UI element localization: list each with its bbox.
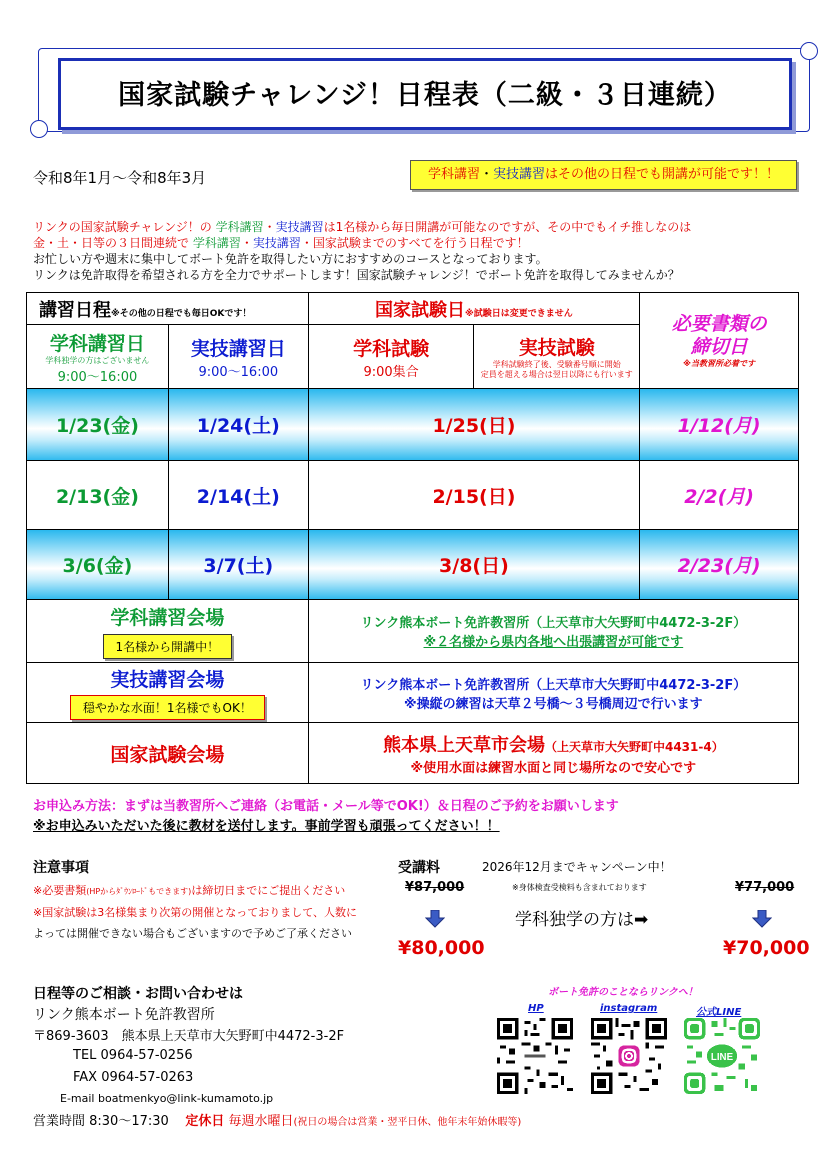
venue-jitsugi-pill: 穏やかな水面！1名様でもOK！ [70,695,265,720]
notice-box [410,160,797,190]
notice-gakka: 学科講習 [427,167,480,182]
intro-l2a: 金・土・日等の３日間連続で [33,236,193,250]
intro-text [33,219,691,283]
gakka-exam-label: 学科試験 [353,337,430,360]
venue-jitsugi-info [308,663,798,723]
exam-note: ※試験日は変更できません [465,308,573,319]
row3-jitsugi-date: 3/7(土) [168,530,308,600]
page-title: 国家試験チャレンジ！日程表（二級・３日連続） [118,80,732,111]
gakka-day-time: 9:00～16:00 [57,369,138,385]
docs-deadline-header [640,293,799,389]
gakka-exam-header [308,325,474,389]
notice-dot: ・ [479,167,493,182]
fee-heading: 受講料 [398,860,440,876]
venue-exam-note: ※使用水面は練習水面と同じ場所なので安心です [410,760,697,776]
schedule-table [26,292,799,784]
jitsugi-exam-label: 実技試験 [518,337,595,359]
venue-gakka-info [308,600,798,663]
gakka-day-header [27,325,169,389]
contact-name: リンク熊本ボート免許教習所 [33,1007,215,1023]
venue-exam-name: 熊本県上天草市会場 [382,734,545,756]
contact-fax: FAX 0964-57-0263 [73,1070,194,1085]
row2-exam-date: 2/15(日) [308,461,639,530]
course-note: ※その他の日程でも毎日OKです！ [111,308,252,319]
intro-line-3: お忙しい方や週末に集中してボート免許を取得したい方におすすめのコースとなっております。 [33,252,548,266]
venue-row-gakka [27,600,799,663]
business-hours: 営業時間 8:30～17:30 [33,1114,169,1129]
scroll-curl-bottom [30,120,48,138]
note-2: ※国家試験は3名様集まり次第の開催となっておりまして、人数に [33,906,357,919]
venue-jitsugi-address: リンク熊本ボート免許教習所（上天草市大矢野町中4472-3-2F） [360,677,747,693]
exam-header [308,293,639,325]
apply-note: ※お申込みいただいた後に教材を送付します。事前学習も頑張ってください！！ [33,819,500,834]
notice-jitsugi: 実技講習 [493,167,546,182]
jitsugi-day-time: 9:00～16:00 [198,364,279,380]
intro-line-2 [33,235,691,251]
contact-heading: 日程等のご相談・お問い合わせは [33,986,243,1002]
qr-heading: ボート免許のことならリンクへ！ [548,987,698,998]
fee-self-study: 学科独学の方は➡ [515,910,649,930]
jitsugi-day-header [168,325,308,389]
fee-new-price-2: ¥70,000 [723,937,810,959]
row1-gakka-date: 1/23(金) [27,389,169,461]
row1-exam-date: 1/25(日) [308,389,639,461]
fee-old-price-1: ¥87,000 [405,880,465,895]
row3-deadline: 2/23(月) [640,530,799,600]
apply-method: お申込み方法：まずは当教習所へご連絡（お電話・メール等でOK!）＆日程のご予約をお願いします [33,799,619,814]
intro-l1a: リンクの国家試験チャレンジ！の [33,220,216,234]
instagram-qr-code[interactable] [591,1018,667,1094]
venue-jitsugi-cell [27,663,309,723]
schedule-row [27,530,799,600]
notes-list [33,880,357,944]
gakka-day-note: 学科独学の方はございません [45,355,150,365]
row3-exam-date: 3/8(日) [308,530,639,600]
venue-exam-title: 国家試験会場 [27,723,309,784]
row1-jitsugi-date: 1/24(土) [168,389,308,461]
venue-gakka-cell [27,600,309,663]
venue-jitsugi-note: ※操縦の練習は天草２号橋～３号橋周辺で行います [404,696,703,712]
docs-title-2: 締切日 [690,335,748,358]
intro-l1e: は1名様から毎日開講が可能なのですが、その中でもイチ推しなのは [323,220,692,234]
venue-gakka-title: 学科講習会場 [110,607,225,629]
period: 令和8年1月～令和8年3月 [33,169,207,187]
intro-line-1 [33,219,691,235]
intro-l2d: 実技講習 [252,236,301,250]
notice-rest: はその他の日程でも開講が可能です！！ [545,167,780,182]
venue-jitsugi-title: 実技講習会場 [110,669,225,691]
venue-gakka-address: リンク熊本ボート免許教習所（上天草市大矢野町中4472-3-2F） [360,616,747,631]
contact-email: E-mail boatmenkyo@link-kumamoto.jp [60,1092,274,1105]
exam-title: 国家試験日 [375,299,466,321]
fee-exam-note: ※身体検査受検料も含まれております [512,883,647,892]
jitsugi-exam-header [474,325,640,389]
jitsugi-day-label: 実技講習日 [190,337,286,360]
schedule-row [27,389,799,461]
intro-line-4: リンクは免許取得を希望される方を全力でサポートします！国家試験チャレンジ！でボート免許を取得してみませんか？ [33,268,680,282]
note-1c: は締切日までにご提出ください [191,884,346,897]
hp-qr-code[interactable] [497,1018,573,1094]
holiday-label: 定休日 [185,1114,225,1129]
schedule-row [27,461,799,530]
row1-deadline: 1/12(月) [640,389,799,461]
jitsugi-exam-note-2: 定員を超える場合は翌日以降にも行います [480,370,633,379]
intro-l1b: 学科講習 [215,220,264,234]
title-banner [58,58,792,130]
row3-gakka-date: 3/6(金) [27,530,169,600]
intro-l1d: 実技講習 [275,220,324,234]
row2-gakka-date: 2/13(金) [27,461,169,530]
qr-label-hp: HP [528,1003,544,1014]
qr-label-line: 公式LINE [696,1007,742,1018]
docs-title-1: 必要書類の [671,312,767,335]
intro-l2e: ・国家試験までのすべてを行う日程です！ [300,236,529,250]
scroll-curl-top [800,42,818,60]
venue-exam-address: （上天草市大矢野町中4431-4） [544,739,724,754]
fee-campaign: 2026年12月までキャンペーン中！ [482,860,672,874]
contact-tel: TEL 0964-57-0256 [73,1048,193,1063]
gakka-day-label: 学科講習日 [49,332,145,355]
down-arrow-icon [752,910,772,928]
gakka-exam-time: 9:00集合 [363,364,419,380]
note-1 [33,880,357,902]
jitsugi-exam-note-1: 学科試験終了後、受験番号順に開始 [492,360,621,369]
venue-exam-info [308,723,798,784]
down-arrow-icon [425,910,445,928]
line-qr-code[interactable] [684,1018,760,1094]
intro-l2b: 学科講習 [192,236,241,250]
venue-gakka-pill: 1名様から開講中！ [103,634,233,659]
docs-note: ※当教習所必着です [683,358,755,368]
fee-new-price-1: ¥80,000 [398,937,485,959]
venue-row-exam [27,723,799,784]
fee-old-price-2: ¥77,000 [735,880,795,895]
row2-deadline: 2/2(月) [640,461,799,530]
qr-label-instagram: instagram [600,1003,658,1014]
note-3: よっては開催できない場合もございますので予めご了承ください [33,927,352,940]
holiday: 毎週水曜日 [228,1114,294,1129]
intro-l2c: ・ [240,236,253,250]
contact-address: 〒869-3603 熊本県上天草市大矢野町中4472-3-2F [33,1029,345,1044]
course-header [27,293,309,325]
row2-jitsugi-date: 2/14(土) [168,461,308,530]
note-1b: (HPからﾀﾞｳﾝﾛｰﾄﾞもできます) [86,887,192,896]
intro-l1c: ・ [263,220,276,234]
line-logo-text: LINE [710,1051,734,1063]
holiday-note: (祝日の場合は営業・翌平日休、他年末年始休暇等) [293,1117,522,1128]
course-title: 講習日程 [39,299,111,321]
notes-heading: 注意事項 [33,860,89,876]
venue-gakka-note: ※２名様から県内各地へ出張講習が可能です [423,635,684,650]
note-1a: ※必要書類 [33,884,87,897]
business-hours-line [33,1110,521,1129]
venue-row-jitsugi [27,663,799,723]
